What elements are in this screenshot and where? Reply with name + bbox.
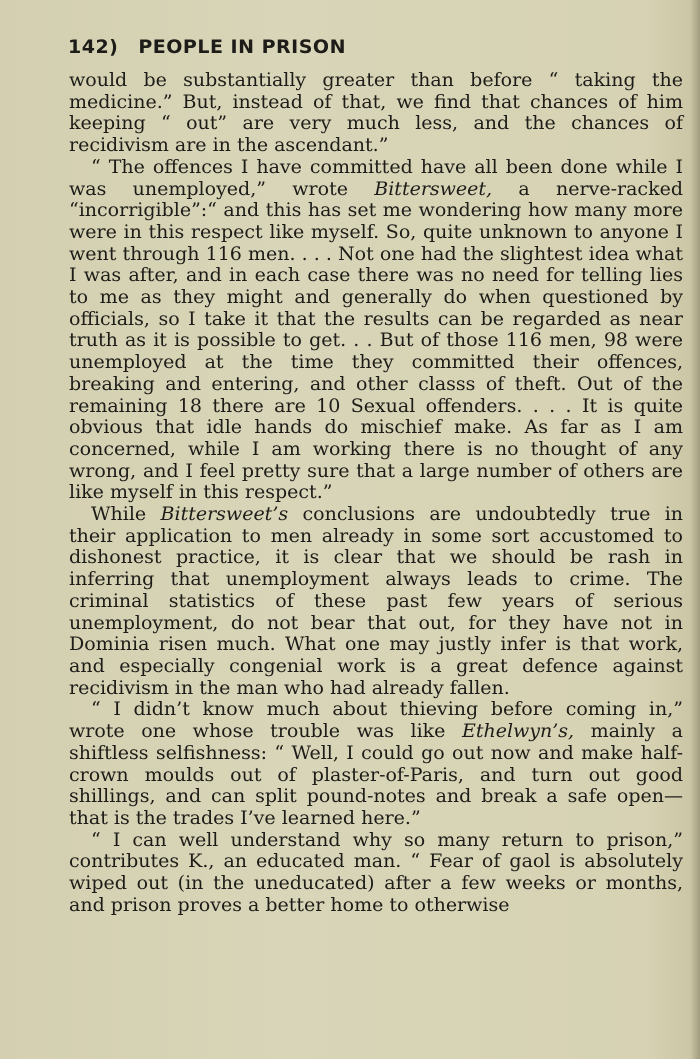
body-text: [69, 70, 683, 916]
paragraph-1: would be substantially greater than before “ taking the medicine.” But, instead of that, we find that chances of him keeping “ out” are very much less, and the chances of recidivism are in the ascendant.”: [69, 69, 683, 157]
paragraph-5: “ I can well understand why so many return to prison,” contributes K., an educated man. “ Fear of gaol is absolutely wiped out (in the uneducated) after a few weeks or months, and prison proves a better home to otherwise: [69, 828, 683, 916]
page-number: 142): [68, 36, 119, 58]
paragraph-3: While Bittersweet’s conclusions are undoubtedly true in their application to men already in some sort accustomed to dishonest practice, it is clear that we should be rash in inferring that unemployment always leads to crime. The criminal statistics of these past few years of serious unemployment, do not bear that out, for they have not in Dominia risen much. What one may justly infer is that work, and especially congenial work is a great defence against recidivism in the man who had already fallen.: [69, 503, 684, 699]
paragraph-4: “ I didn’t know much about thieving before coming in,” wrote one whose trouble was like Ethelwyn’s, mainly a shiftless selfishness: “ Well, I could go out now and make half-crown moulds out of plaster-of-Paris, and turn out good shillings, and can split pound-notes and break a safe open—that is the trades I’ve learned here.”: [69, 698, 684, 829]
running-header: [68, 36, 346, 58]
pseudonym: Ethelwyn’s,: [461, 720, 575, 743]
pseudonym: Bittersweet’s: [160, 503, 289, 526]
running-title: PEOPLE IN PRISON: [138, 36, 346, 58]
page-edge-shadow: [690, 0, 700, 1059]
paragraph-2: “ The offences I have committed have all been done while I was unemployed,” wrote Bittersweet, a nerve-racked “incorrigible”:“ and this has set me wondering how many more were in this respect like myself. So, quite unknown to anyone I went through 116 men. . . . Not one had the slightest idea what I was after, and in each case there was no need for telling lies to me as they might and generally do when questioned by officials, so I take it that the results can be regarded as near truth as it is possible to get. . . But of those 116 men, 98 were unemployed at the time they committed their offences, breaking and entering, and other classs of theft. Out of the remaining 18 there are 10 Sexual offenders. . . . It is quite obvious that idle hands do mischief make. As far as I am concerned, while I am working there is no thought of any wrong, and I feel pretty sure that a large number of others are like myself in this respect.”: [69, 155, 683, 504]
pseudonym: Bittersweet,: [374, 177, 493, 200]
